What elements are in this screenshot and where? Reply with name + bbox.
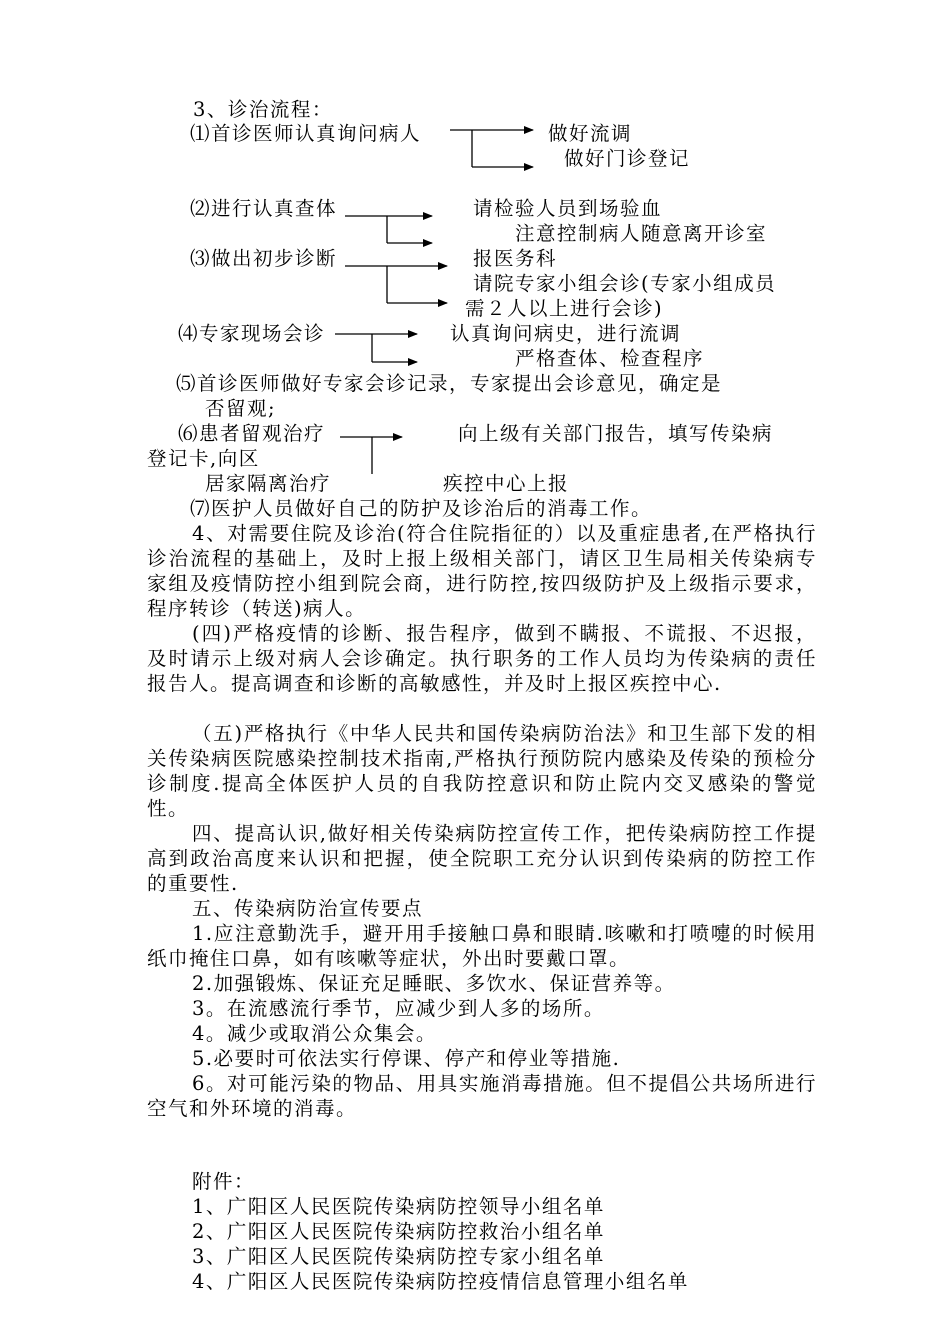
- point-1: 1.应注意勤洗手，避开用手接触口鼻和眼睛.咳嗽和打喷嚏的时候用纸巾掩住口鼻，如有咳嗽等症状，外出时要戴口罩。: [147, 922, 817, 970]
- attachment-item-1: 1、广阳区人民医院传染病防控领导小组名单: [192, 1195, 605, 1218]
- attachment-item-4: 4、广阳区人民医院传染病防控疫情信息管理小组名单: [192, 1270, 689, 1293]
- step6-text: ⑹患者留观治疗: [178, 422, 326, 445]
- paragraph-raise-awareness: 四、提高认识,做好相关传染病防控宣传工作，把传染病防控工作提高到政治高度来认识和把握，使全院职工充分认识到传染病的防控工作的重要性.: [147, 822, 817, 895]
- attachments-heading: 附件：: [192, 1170, 256, 1193]
- paragraph-section-four: (四)严格疫情的诊断、报告程序，做到不瞒报、不谎报、不迟报，及时请示上级对病人会诊确定。执行职务的工作人员均为传染病的责任报告人。提高调查和诊断的高敏感性，并及时上报区疾控中心.: [147, 622, 817, 695]
- step7-text: ⑺医护人员做好自己的防护及诊治后的消毒工作。: [190, 497, 653, 520]
- step4-branch-a: 认真询问病史，进行流调: [450, 322, 682, 345]
- step3-branch-a: 报医务科: [473, 247, 558, 270]
- attachment-item-2: 2、广阳区人民医院传染病防控救治小组名单: [192, 1220, 605, 1243]
- step2-text: ⑵进行认真查体: [190, 197, 338, 220]
- step5-line2: 否留观;: [205, 397, 277, 420]
- point-6: 6。对可能污染的物品、用具实施消毒措施。但不提倡公共场所进行空气和外环境的消毒。: [147, 1072, 817, 1120]
- step6-branch-a-cont: 登记卡,向区: [147, 447, 260, 470]
- step4-branch-b: 严格查体、检查程序: [515, 347, 705, 370]
- flow-heading: 3、诊治流程：: [193, 98, 333, 121]
- step6-branch-b: 居家隔离治疗: [205, 472, 332, 495]
- step3-branch-b-line2: 需２人以上进行会诊): [465, 297, 664, 320]
- paragraph-item4: 4、对需要住院及诊治(符合住院指征的）以及重症患者,在严格执行诊治流程的基础上，及时上报上级相关部门，请区卫生局相关传染病专家组及疫情防控小组到院会商，进行防控,按四级防护及上级指示要求，程序转诊（转送)病人。: [147, 522, 817, 620]
- point-4: 4。减少或取消公众集会。: [192, 1022, 437, 1045]
- step1-text: ⑴首诊医师认真询问病人: [190, 122, 422, 145]
- attachment-item-3: 3、广阳区人民医院传染病防控专家小组名单: [192, 1245, 605, 1268]
- step6-branch-a: 向上级有关部门报告，填写传染病: [458, 422, 774, 445]
- point-3: 3。在流感流行季节，应减少到人多的场所。: [192, 997, 605, 1020]
- heading-publicity-points: 五、传染病防治宣传要点: [192, 897, 424, 920]
- step2-branch-b: 注意控制病人随意离开诊室: [515, 222, 768, 245]
- step1-branch-a: 做好流调: [548, 122, 633, 145]
- step2-branch-a: 请检验人员到场验血: [473, 197, 663, 220]
- point-2: 2.加强锻炼、保证充足睡眠、多饮水、保证营养等。: [192, 972, 676, 995]
- step6-branch-b-report: 疾控中心上报: [443, 472, 570, 495]
- paragraph-section-five: （五)严格执行《中华人民共和国传染病防治法》和卫生部下发的相关传染病医院感染控制技术指南,严格执行预防院内感染及传染的预检分诊制度.提高全体医护人员的自我防控意识和防止院内交叉感染的警觉性。: [147, 722, 817, 820]
- step5-line1: ⑸首诊医师做好专家会诊记录，专家提出会诊意见，确定是: [176, 372, 723, 395]
- step4-text: ⑷专家现场会诊: [178, 322, 326, 345]
- step3-text: ⑶做出初步诊断: [190, 247, 338, 270]
- step3-branch-b-line1: 请院专家小组会诊(专家小组成员: [473, 272, 777, 295]
- point-5: 5.必要时可依法实行停课、停产和停业等措施.: [192, 1047, 621, 1070]
- step1-branch-b: 做好门诊登记: [564, 147, 691, 170]
